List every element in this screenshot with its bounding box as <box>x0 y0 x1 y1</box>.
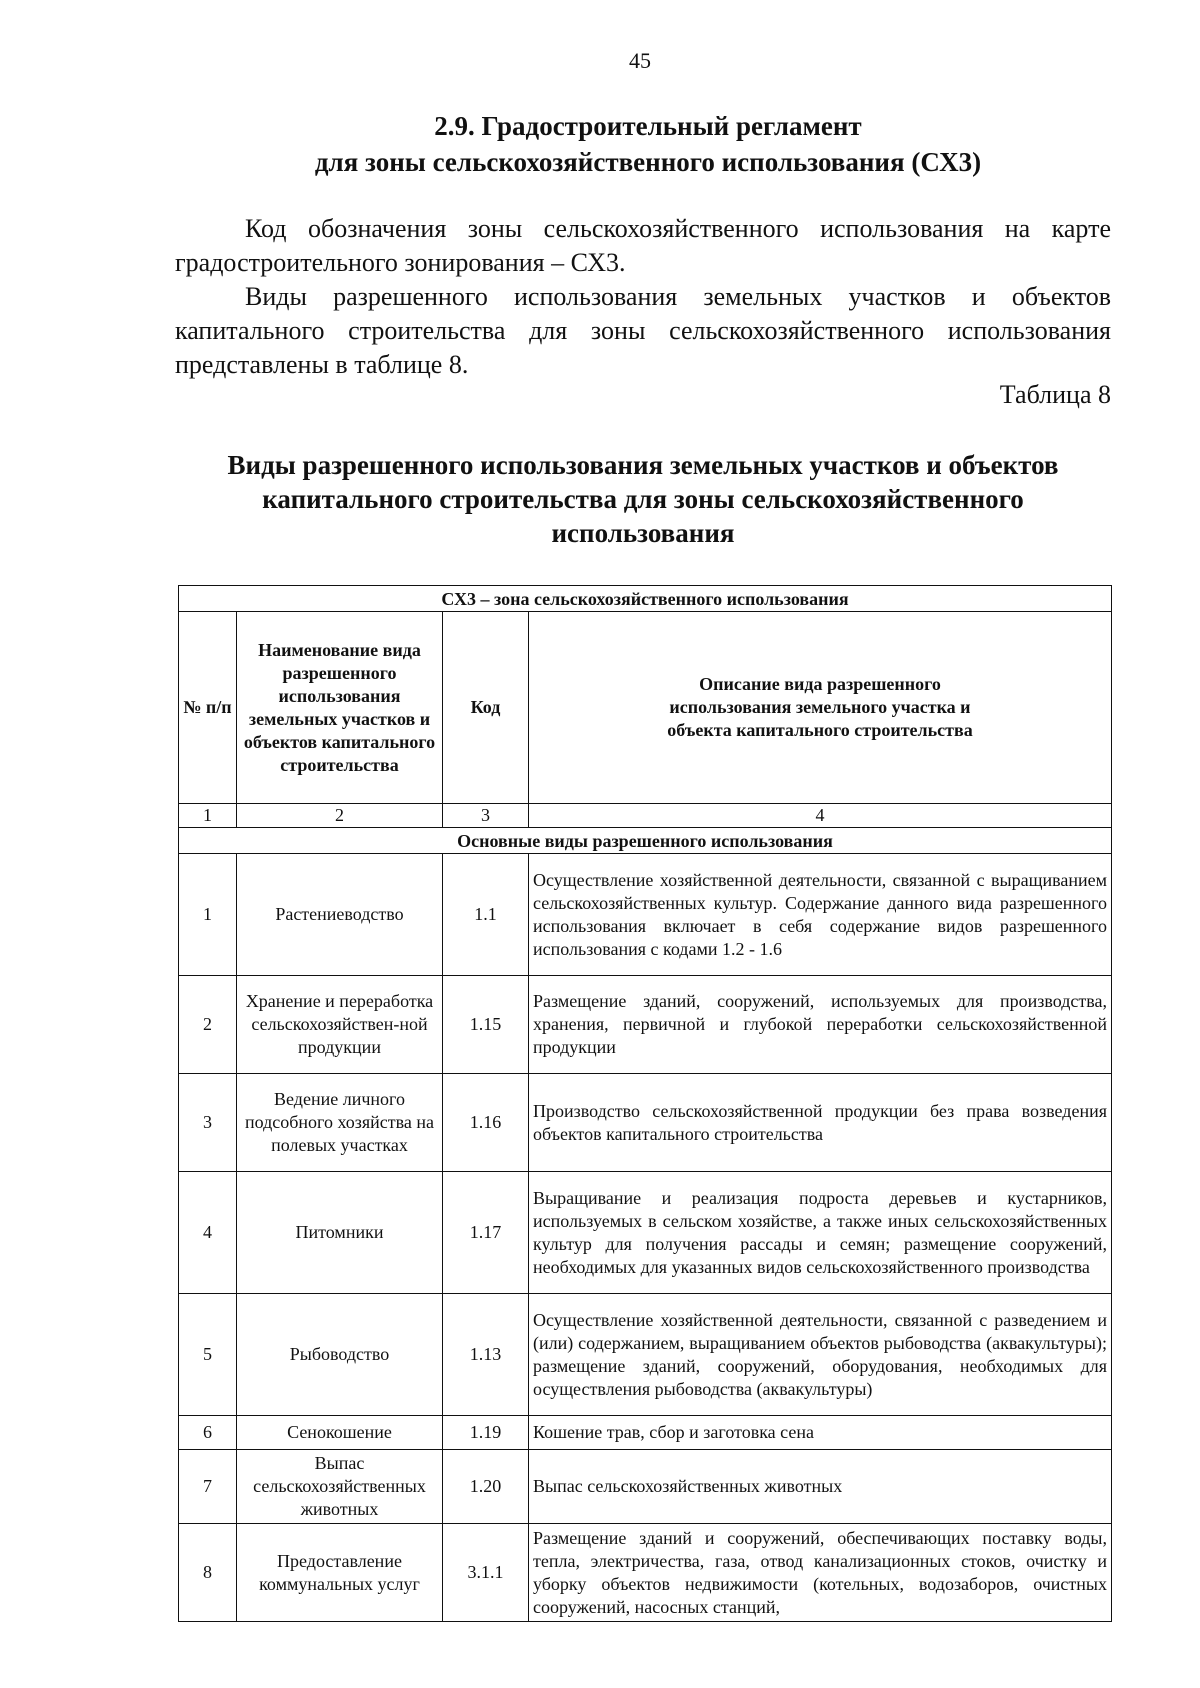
row-description: Размещение зданий, сооружений, используемых для производства, хранения, первичной и глубокой переработки сельскохозяйственной продукции <box>529 976 1112 1074</box>
section-heading <box>175 108 1121 180</box>
row-code: 1.19 <box>443 1416 529 1450</box>
column-number-row <box>179 804 1112 828</box>
row-code: 1.20 <box>443 1450 529 1524</box>
row-description: Выращивание и реализация подроста деревьев и кустарников, используемых в сельском хозяйстве, а также иных сельскохозяйственных культур для получения рассады и семян; размещение сооружений, необходимых для указанных видов сельскохозяйственного производства <box>529 1172 1112 1294</box>
table-row <box>179 1294 1112 1416</box>
table-row <box>179 1074 1112 1172</box>
row-name: Предоставление коммунальных услуг <box>237 1524 443 1622</box>
table-title <box>175 448 1111 550</box>
row-description: Кошение трав, сбор и заготовка сена <box>529 1416 1112 1450</box>
row-description: Осуществление хозяйственной деятельности, связанной с выращиванием сельскохозяйственных культур. Содержание данного вида разрешенного использования включает в себя содержание видов разрешенного использования с кодами 1.2 - 1.6 <box>529 854 1112 976</box>
row-description: Размещение зданий и сооружений, обеспечивающих поставку воды, тепла, электричества, газа, отвод канализационных стоков, очистку и уборку объектов недвижимости (котельных, водозаборов, очистных сооружений, насосных станций, <box>529 1524 1112 1622</box>
header-num: № п/п <box>179 612 237 804</box>
header-name: Наименование вида разрешенного использования земельных участков и объектов капитального строительства <box>237 612 443 804</box>
row-number: 4 <box>179 1172 237 1294</box>
zone-header-cell: СХ3 – зона сельскохозяйственного использования <box>179 586 1112 612</box>
column-header-row <box>179 612 1112 804</box>
row-name: Хранение и переработка сельскохозяйствен-ной продукции <box>237 976 443 1074</box>
column-number-4: 4 <box>529 804 1112 828</box>
zone-header-row <box>179 586 1112 612</box>
row-number: 5 <box>179 1294 237 1416</box>
section-heading-line-2: для зоны сельскохозяйственного использования (СХ3) <box>314 147 982 177</box>
table-title-line-2: капитального строительства для зоны сельскохозяйственного <box>262 484 1024 514</box>
row-description: Выпас сельскохозяйственных животных <box>529 1450 1112 1524</box>
table-row <box>179 976 1112 1074</box>
table-row <box>179 1524 1112 1622</box>
page-number: 45 <box>629 48 651 73</box>
row-code: 1.15 <box>443 976 529 1074</box>
row-number: 3 <box>179 1074 237 1172</box>
row-number: 8 <box>179 1524 237 1622</box>
row-name: Рыбоводство <box>237 1294 443 1416</box>
section-heading-line-1: 2.9. Градостроительный регламент <box>434 111 862 141</box>
paragraph-table-reference <box>175 280 1111 382</box>
table-title-line-3: использования <box>551 518 735 548</box>
row-name: Выпас сельскохозяйственных животных <box>237 1450 443 1524</box>
paragraph-table-reference-text: Виды разрешенного использования земельных участков и объектов капитального строительства для зоны сельскохозяйственного использования представлены в таблице 8. <box>175 282 1111 379</box>
row-number: 1 <box>179 854 237 976</box>
row-code: 1.13 <box>443 1294 529 1416</box>
row-number: 7 <box>179 1450 237 1524</box>
row-code: 1.1 <box>443 854 529 976</box>
row-code: 3.1.1 <box>443 1524 529 1622</box>
header-code: Код <box>443 612 529 804</box>
table-row <box>179 1416 1112 1450</box>
row-description: Производство сельскохозяйственной продукции без права возведения объектов капитального строительства <box>529 1074 1112 1172</box>
table-row <box>179 1172 1112 1294</box>
section-row <box>179 828 1112 854</box>
row-name: Ведение личного подсобного хозяйства на полевых участках <box>237 1074 443 1172</box>
row-number: 2 <box>179 976 237 1074</box>
row-name: Питомники <box>237 1172 443 1294</box>
row-name: Сенокошение <box>237 1416 443 1450</box>
section-cell: Основные виды разрешенного использования <box>179 828 1112 854</box>
permitted-use-table <box>178 585 1112 1622</box>
row-number: 6 <box>179 1416 237 1450</box>
row-description: Осуществление хозяйственной деятельности, связанной с разведением и (или) содержанием, выращиванием объектов рыбоводства (аквакультуры); размещение зданий, сооружений, оборудования, необходимых для осуществления рыбоводства (аквакультуры) <box>529 1294 1112 1416</box>
paragraph-zone-code <box>175 212 1111 280</box>
row-code: 1.17 <box>443 1172 529 1294</box>
table-row <box>179 854 1112 976</box>
table-label: Таблица 8 <box>999 380 1111 409</box>
row-code: 1.16 <box>443 1074 529 1172</box>
paragraph-zone-code-text: Код обозначения зоны сельскохозяйственного использования на карте градостроительного зонирования – СХ3. <box>175 214 1111 277</box>
table-row <box>179 1450 1112 1524</box>
column-number-2: 2 <box>237 804 443 828</box>
header-desc: Описание вида разрешенного использования земельного участка и объекта капитального строительства <box>529 612 1112 804</box>
table-title-line-1: Виды разрешенного использования земельных участков и объектов <box>227 450 1059 480</box>
column-number-1: 1 <box>179 804 237 828</box>
row-name: Растениеводство <box>237 854 443 976</box>
column-number-3: 3 <box>443 804 529 828</box>
